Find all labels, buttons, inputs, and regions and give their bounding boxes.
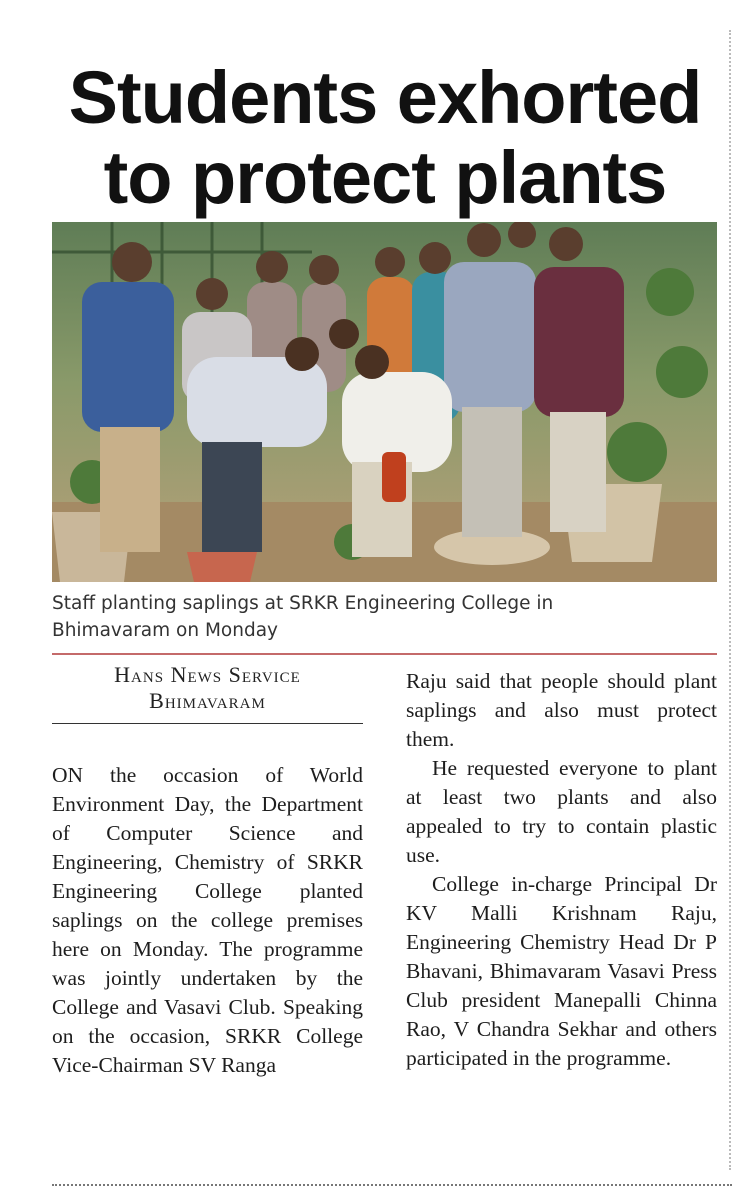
paragraph-2: He requested everyone to plant at least two plants and also appealed to try to contain plastic use. xyxy=(406,756,717,867)
caption-divider xyxy=(52,653,717,655)
article-column-right xyxy=(406,667,717,1073)
news-photo xyxy=(52,222,717,582)
paragraph-1-continued: Raju said that people should plant saplings and also must protect them. xyxy=(406,669,717,751)
headline-line-1: Students exhorted xyxy=(68,55,702,139)
paragraph-1: ON the occasion of World Environment Day, the Department of Computer Science and Engineering, Chemistry of SRKR Engineering College planted saplings on the college premises here on Monday. The programme was jointly undertaken by the College and Vasavi Club. Speaking on the occasion, SRKR College Vice-Chairman SV Ranga xyxy=(52,763,363,1077)
byline xyxy=(52,662,363,714)
photo-illustration xyxy=(52,222,717,582)
paragraph-3: College in-charge Principal Dr KV Malli Krishnam Raju, Engineering Chemistry Head Dr P Bhavani, Bhimavaram Vasavi Press Club president Manepalli Chinna Rao, V Chandra Sekhar and others participated in the programme. xyxy=(406,872,717,1070)
byline-source: Hans News Service xyxy=(114,662,301,687)
headline xyxy=(40,55,730,219)
cut-edge-right xyxy=(729,30,731,1170)
byline-place: Bhimavaram xyxy=(149,688,266,713)
headline-line-2: to protect plants xyxy=(103,135,667,219)
caption-line-1: Staff planting saplings at SRKR Engineering College in xyxy=(52,593,554,614)
caption-line-2: Bhimavaram on Monday xyxy=(52,620,279,641)
cut-edge-bottom xyxy=(52,1184,732,1186)
byline-divider xyxy=(52,723,363,724)
photo-caption xyxy=(52,590,717,644)
article-column-left xyxy=(52,761,363,1080)
